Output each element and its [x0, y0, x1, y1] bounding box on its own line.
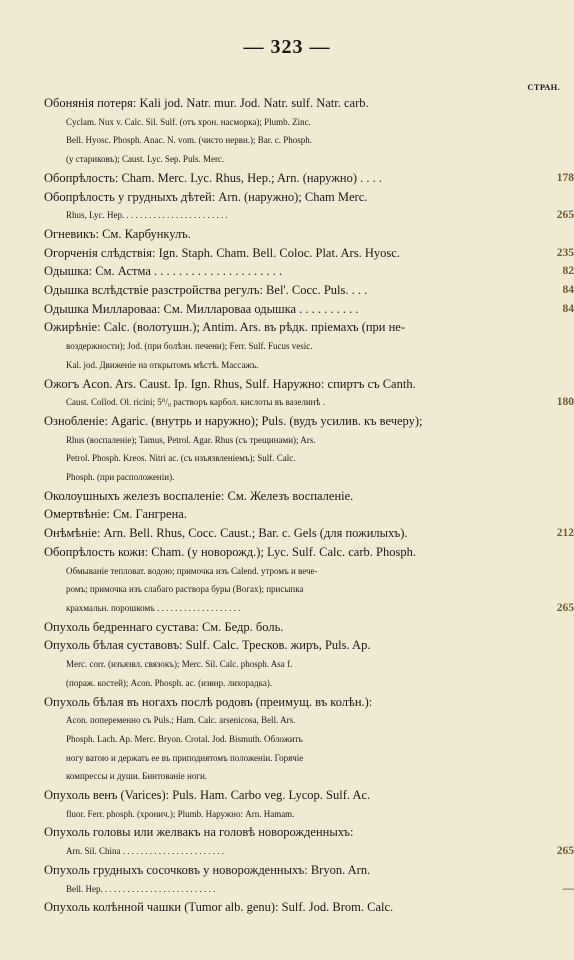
entry-continuation-line: (у стариковъ); Caust. Lyc. Sep. Puls. Merc.	[66, 154, 225, 165]
page-reference: 84	[562, 284, 574, 297]
entry-continuation-line: воздержности); Jod. (при болѣзн. печени); Ferr. Sulf. Fucus vesic.	[66, 341, 313, 352]
entry-continuation-line: крахмальн. порошкомъ . . . . . . . . . . . . . . . . . . .	[66, 602, 241, 613]
entry-continuation-line: Merc. corr. (изъязвл. связокъ); Merc. Sil. Calc. phosph. Asa f.	[66, 659, 293, 670]
index-entry	[44, 412, 544, 487]
entry-heading-line: Опухоль бѣлая въ ногахъ послѣ родовъ (преимущ. въ колѣн.):	[44, 694, 373, 709]
index-entry	[44, 169, 574, 188]
entry-continuation-line: Caust. Collod. Ol. ricini; 5⁰/₀ растворъ карбол. кислоты въ вазелинѣ .	[66, 397, 325, 408]
entry-heading-line: Обопрѣлость: Cham. Merc. Lyc. Rhus, Hep.; Arn. (наружно) . . . .	[44, 170, 383, 185]
entry-heading-line: Одышка: См. Астма . . . . . . . . . . . . . . . . . . . . .	[44, 264, 283, 279]
entry-heading-line: Опухоль колѣнной чашки (Tumor alb. genu): Sulf. Jod. Brom. Calc.	[44, 900, 394, 915]
page-reference: 265	[556, 601, 574, 614]
entry-heading-line: Омертвѣніе: См. Гангрена.	[44, 507, 187, 522]
index-entry	[44, 487, 544, 506]
page-reference: 178	[556, 171, 574, 184]
index-entry	[44, 375, 574, 412]
entry-heading-line: Ознобленіе: Agaric. (внутрь и наружно); Puls. (вудъ усилив. къ вечеру);	[44, 413, 423, 428]
entry-continuation-line: Phosph. Lach. Ap. Merc. Bryon. Crotal. Jod. Bismuth. Обложить	[66, 733, 303, 744]
entry-continuation-line: Bell. Hyosc. Phosph. Anac. N. vom. (чисто нервн.); Bar. c. Phosph.	[66, 135, 313, 146]
index-entry	[44, 94, 544, 169]
index-entry	[44, 505, 544, 524]
page-column-label: СТРАН.	[527, 82, 560, 92]
entry-heading-line: Ожирѣніе: Calc. (волотушн.); Antim. Ars. въ рѣдк. пріемахъ (при не-	[44, 320, 406, 335]
page-reference: 212	[556, 527, 574, 540]
entry-heading-line: Опухоль бедреннаго сустава: См. Бедр. боль.	[44, 619, 284, 634]
entry-continuation-line: ромъ; примочка изъ слабаго раствора буры (Вогах); присыпка	[66, 584, 304, 595]
index-entry	[44, 262, 574, 281]
index-entry	[44, 318, 544, 374]
entry-heading-line: Опухоль грудныхъ сосочковъ у новорожденныхъ: Bryon. Arn.	[44, 862, 371, 877]
entry-heading-line: Обонянія потеря: Kali jod. Natr. mur. Jod. Natr. sulf. Natr. carb.	[44, 96, 369, 110]
entry-heading-line: Огорченія слѣдствія: Ign. Staph. Cham. Bell. Coloc. Plat. Ars. Hyosc.	[44, 245, 400, 260]
entry-continuation-line: Bell. Hep. . . . . . . . . . . . . . . . . . . . . . . . . .	[66, 883, 216, 894]
page-reference: 82	[562, 265, 574, 278]
entry-continuation-line: Rhus, Lyc. Hep. . . . . . . . . . . . . . . . . . . . . . . .	[66, 210, 228, 221]
index-entries	[44, 94, 574, 917]
entry-continuation-line: Cyclam. Nux v. Calc. Sil. Sulf. (отъ хрон. насморка); Plumb. Zinc.	[66, 116, 311, 127]
entry-heading-line: Одышка Миллароваа: См. Миллароваа одышка . . . . . . . . . .	[44, 301, 359, 316]
entry-continuation-line: ногу ватою и держать ее въ приподнятомъ положеніи. Горячіе	[66, 752, 304, 763]
entry-continuation-line: Phosph. (при расположеніи).	[66, 472, 175, 483]
index-entry	[44, 618, 544, 637]
entry-continuation-line: Rhus (воспаленіе); Tamus, Petrol. Agar. Rhus (съ трещинами); Ars.	[66, 434, 316, 445]
entry-heading-line: Околоушныхъ железъ воспаленіе: См. Железъ воспаленіе.	[44, 488, 354, 503]
index-entry	[44, 281, 574, 300]
entry-continuation-line: Arn. Sil. China . . . . . . . . . . . . . . . . . . . . . . .	[66, 846, 225, 857]
page-reference: 180	[556, 396, 574, 409]
index-entry	[44, 898, 544, 917]
entry-continuation-line: Kal. jod. Движеніе на открытомъ мѣстѣ. Массажъ.	[66, 359, 259, 370]
entry-continuation-line: Petrol. Phosph. Kreos. Nitri ac. (съ изъязвленіемъ); Sulf. Calc.	[66, 453, 296, 464]
page-reference: 265	[556, 209, 574, 222]
entry-heading-line: Опухоль бѣлая суставовъ: Sulf. Calc. Тресков. жиръ, Puls. Ap.	[44, 638, 371, 653]
page-reference: 84	[562, 302, 574, 315]
entry-continuation-line: Обмываніе тепловат. водою; примочка изъ Calend. утромъ и вече-	[66, 565, 318, 576]
entry-continuation-line: fluor. Ferr. phosph. (хронич.); Plumb. Наружно: Arn. Hamam.	[66, 808, 295, 819]
entry-continuation-line: компрессы и души. Бинтованіе ноги.	[66, 771, 208, 782]
entry-heading-line: Опухоль венъ (Varices): Puls. Ham. Carbo veg. Lycop. Sulf. Ac.	[44, 788, 371, 803]
entry-heading-line: Опухоль головы или желвакъ на головѣ новорожденныхъ:	[44, 825, 354, 840]
entry-heading-line: Онѣмѣніе: Arn. Bell. Rhus, Cocc. Caust.; Bar. c. Gels (для пожилыхъ).	[44, 526, 408, 541]
page-reference: —	[562, 882, 574, 895]
index-entry	[44, 636, 544, 692]
index-entry	[44, 244, 574, 263]
index-entry	[44, 786, 544, 823]
index-entry	[44, 300, 574, 319]
index-entry	[44, 861, 574, 898]
index-entry	[44, 543, 574, 618]
entry-heading-line: Одышка вслѣдствіе разстройства регулъ: Bel'. Cocc. Puls. . . .	[44, 283, 368, 298]
entry-continuation-line: Acon. попеременно съ Puls.; Ham. Calc. arsenicosa, Bell. Ars.	[66, 715, 296, 726]
page-reference: 265	[556, 845, 574, 858]
entry-heading-line: Ожогъ Acon. Ars. Caust. Ip. Ign. Rhus, Sulf. Наружно: спиртъ съ Canth.	[44, 376, 416, 391]
page-number: — 323 —	[243, 36, 331, 58]
entry-continuation-line: (пораж. костей); Acon. Phosph. ac. (извнр. лихорадка).	[66, 677, 273, 688]
index-entry	[44, 225, 544, 244]
entry-heading-line: Обопрѣлость кожи: Cham. (у новорожд.); Lyc. Sulf. Calc. carb. Phosph.	[44, 544, 416, 559]
entry-heading-line: Огневикъ: См. Карбункулъ.	[44, 226, 191, 241]
index-entry	[44, 693, 544, 787]
index-entry	[44, 823, 574, 860]
index-entry	[44, 524, 574, 543]
entry-heading-line: Обопрѣлость у грудныхъ дѣтей: Arn. (наружно); Cham Merc.	[44, 189, 368, 204]
page-reference: 235	[556, 246, 574, 259]
index-entry	[44, 188, 574, 225]
